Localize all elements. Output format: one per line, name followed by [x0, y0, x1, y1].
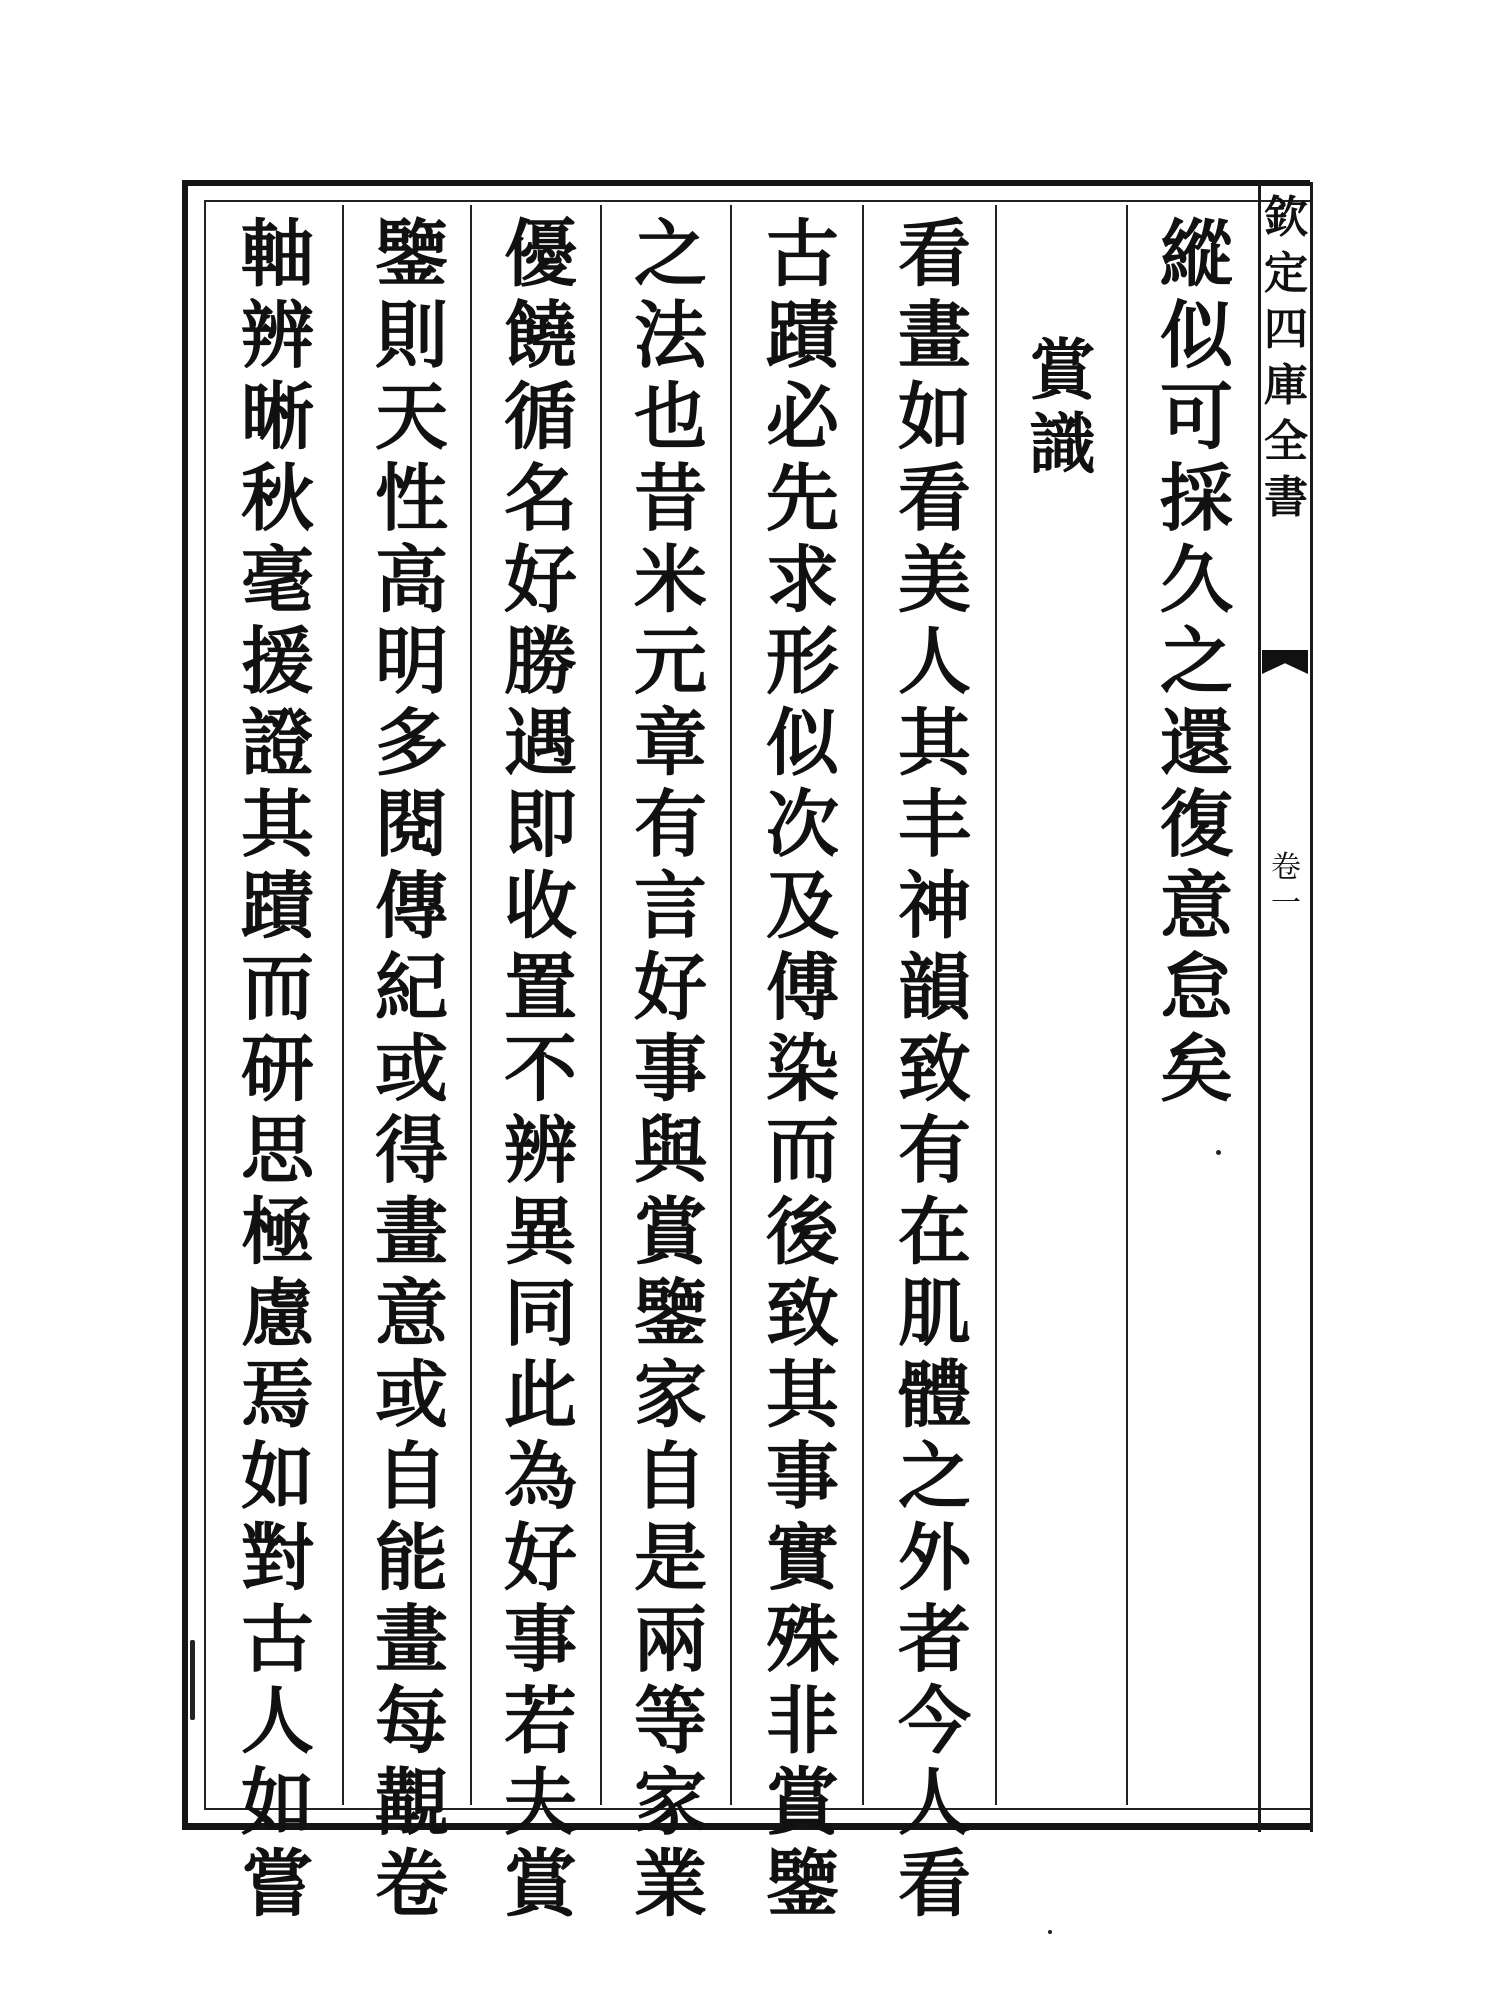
text-column-7: 鑒則天性高明多閱傳紀或得畫意或自能畫每覯卷 [362, 215, 448, 1927]
text-column-5: 之法也昔米元章有言好事與賞鑒家自是兩等家業 [621, 215, 707, 1927]
column-rule [342, 205, 344, 1805]
margin-volume-number: 卷一 [1271, 850, 1301, 921]
text-column-4: 古蹟必先求形似次及傅染而後致其事實殊非賞鑒 [753, 215, 839, 1927]
text-column-8: 軸辨晰秋毫援證其蹟而研思極慮焉如對古人如嘗 [228, 215, 314, 1927]
column-rule [470, 205, 472, 1805]
scan-speck [190, 1640, 195, 1720]
column-rule [600, 205, 602, 1805]
margin-book-title: 欽定四庫全書 [1264, 192, 1308, 523]
text-column-3: 看畫如看美人其丰神韻致有在肌體之外者今人看 [885, 215, 971, 1927]
section-heading: 賞識 [1018, 335, 1096, 483]
text-column-6: 優饒循名好勝遇即收置不辨異同此為好事若夫賞 [491, 215, 577, 1927]
column-rule [1126, 205, 1128, 1805]
column-rule [995, 205, 997, 1805]
scan-speck [1048, 1930, 1052, 1934]
text-column-1: 縱似可採久之還復意怠矣 [1147, 215, 1233, 1112]
column-rule [862, 205, 864, 1805]
scan-speck [1216, 1150, 1221, 1155]
column-rule [730, 205, 732, 1805]
